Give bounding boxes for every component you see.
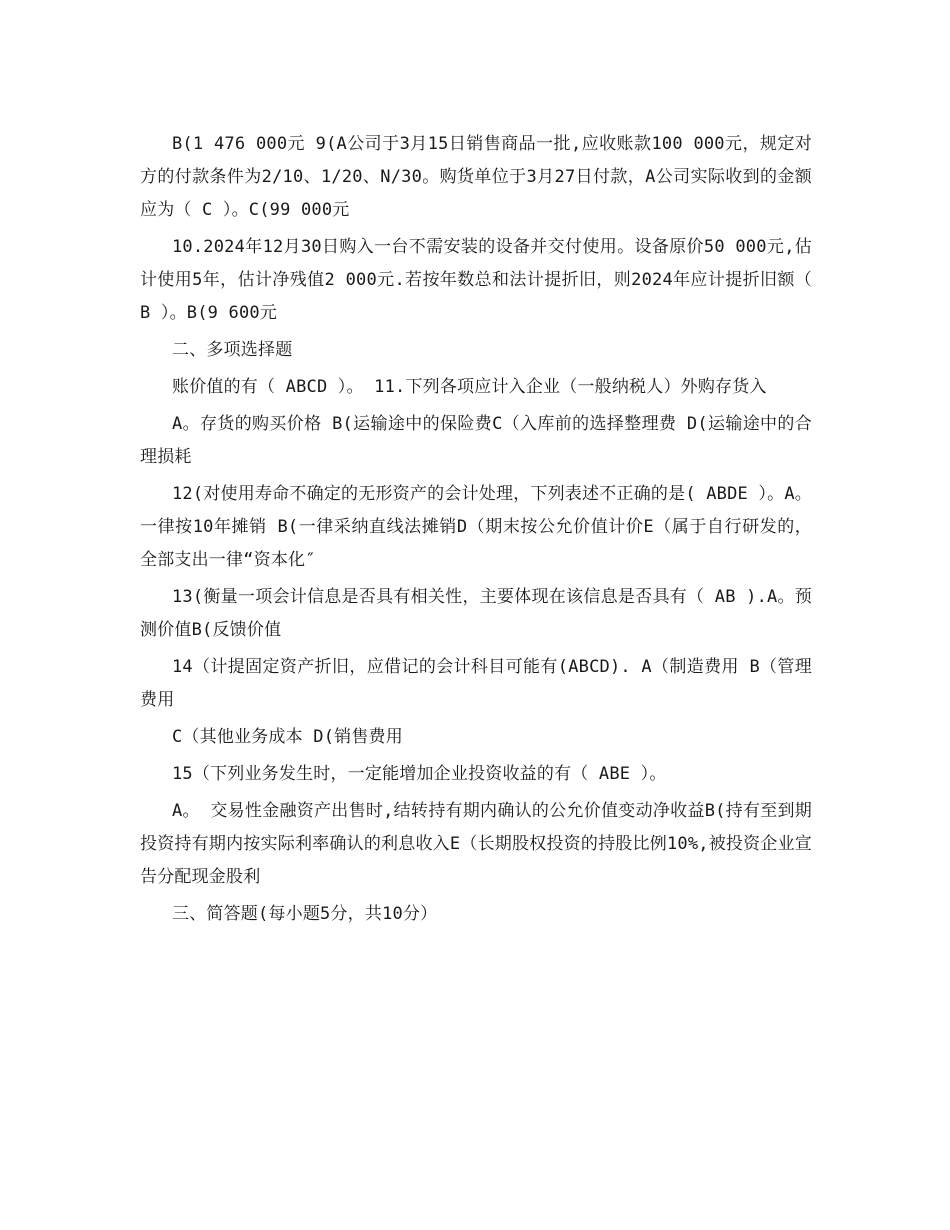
- paragraph-q11-stem: 账价值的有（ ABCD ）。 11.下列各项应计入企业（一般纳税人）外购存货入: [172, 377, 767, 397]
- paragraph-q15-options: A。 交易性金融资产出售时,结转持有期内确认的公允价值变动净收益B(持有至到期投资持有期内按实际利率确认的利息收入E（长期股权投资的持股比例10%,被投资企业宣告分配现金股利: [140, 801, 812, 887]
- paragraph-q10: 10.2024年12月30日购入一台不需安装的设备并交付使用。设备原价50 000元,估计使用5年，估计净残值2 000元.若按年数总和法计提折旧，则2024年应计提折旧额（ B ）。B(9 600元: [140, 237, 812, 323]
- paragraph-q14-options: C（其他业务成本 D(销售费用: [172, 727, 403, 747]
- paragraph-q15-stem: 15（下列业务发生时，一定能增加企业投资收益的有（ ABE ）。: [172, 764, 667, 784]
- paragraph-q13: 13(衡量一项会计信息是否具有相关性，主要体现在该信息是否具有（ AB ).A。预测价值B(反馈价值: [140, 587, 812, 640]
- document-body: [140, 128, 812, 931]
- paragraph-q12: 12(对使用寿命不确定的无形资产的会计处理，下列表述不正确的是( ABDE ）。A。一律按10年摊销 B(一律采纳直线法摊销D（期末按公允价值计价E（属于自行研发的，全部支出一律“资本化″: [140, 484, 812, 570]
- paragraph-q11-options: A。存货的购买价格 B(运输途中的保险费C（入库前的选择整理费 D(运输途中的合理损耗: [140, 414, 812, 467]
- section-heading-short-answer: 三、简答题(每小题5分，共10分）: [172, 904, 438, 924]
- paragraph-q14: 14（计提固定资产折旧，应借记的会计科目可能有(ABCD). A（制造费用 B（管理费用: [140, 657, 812, 710]
- paragraph-q8-q9: B(1 476 000元 9(A公司于3月15日销售商品一批,应收账款100 000元，规定对方的付款条件为2/10、1/20、N/30。购货单位于3月27日付款，A公司实际收到的金额应为（ C ）。C(99 000元: [140, 134, 812, 220]
- section-heading-multiple-choice: 二、多项选择题: [172, 340, 293, 360]
